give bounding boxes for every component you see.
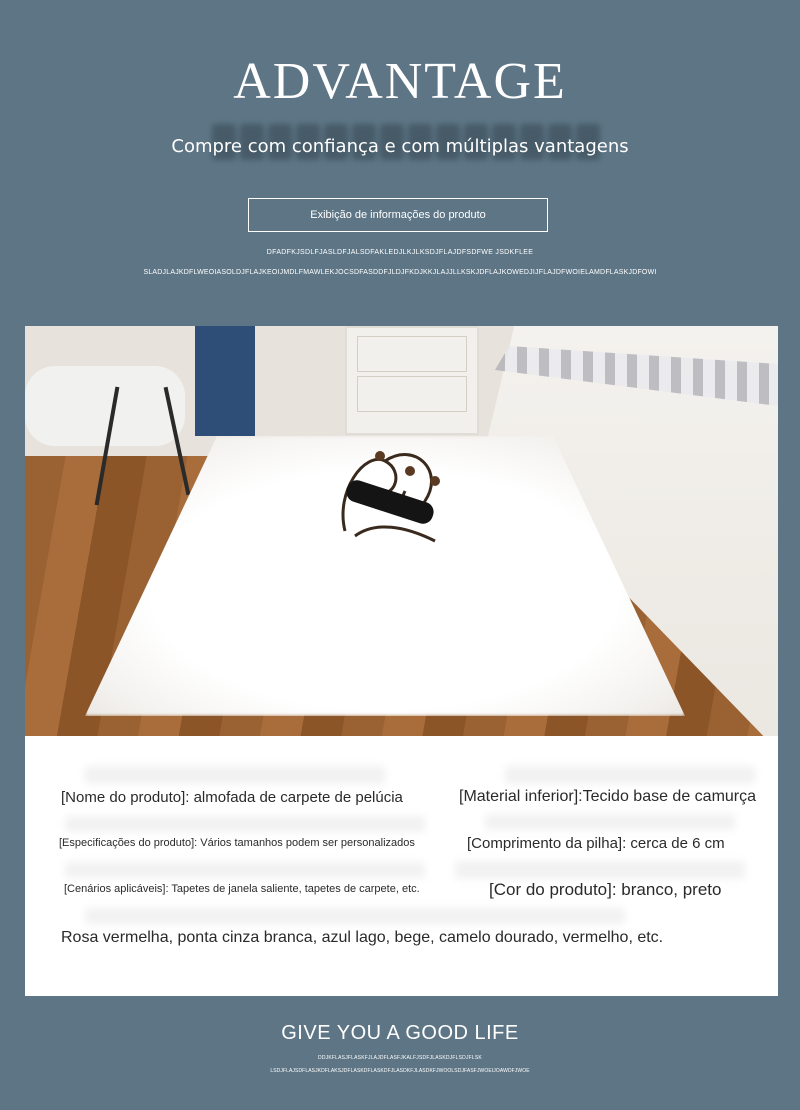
- product-specs-panel: [25, 736, 778, 996]
- page-subtitle: Compre com confiança e com múltiplas vantagens: [171, 136, 629, 157]
- ghost-text-decoration: [65, 816, 425, 832]
- spec-product-name: [Nome do produto]: almofada de carpete de pelúcia: [61, 789, 403, 806]
- footer-title: GIVE YOU A GOOD LIFE: [281, 1022, 519, 1044]
- photo-curtain: [195, 326, 255, 436]
- ghost-text-decoration: [85, 766, 385, 784]
- product-photo: [25, 326, 778, 736]
- header-code-line-1: DFADFKJSDLFJASLDFJALSDFAKLEDJLKJLKSDJFLAJDFSDFWE JSDKFLEE: [266, 249, 534, 256]
- wine-holder-icon: [325, 431, 455, 551]
- photo-nightstand: [345, 326, 479, 435]
- spec-color: [Cor do produto]: branco, preto: [489, 880, 722, 899]
- ghost-text-decoration: [65, 862, 425, 878]
- photo-chair-seat: [25, 366, 185, 446]
- product-info-button[interactable]: Exibição de informações do produto: [248, 198, 548, 232]
- header-code-line-2: SLADJLAJKDFLWEOIASOLDJFLAJKEOIJMDLFMAWLEKJOCSDFASDDFJLDJFKDJKKJLAJJLLKSKJDFLAJKOWEDJIJFLAJDFWOIELAMDFLASKJDFOWI: [143, 269, 657, 276]
- footer-code-line-1: DDJKFLASJFLASKFJLAJDFLASFJKALFJSDFJLASKDJFLSDJFLSK: [318, 1055, 482, 1061]
- page-title: ADVANTAGE: [233, 53, 567, 110]
- ghost-text-decoration: [505, 766, 755, 784]
- spec-specifications: [Especificações do produto]: Vários tamanhos podem ser personalizados: [59, 837, 415, 849]
- spec-colors-more: Rosa vermelha, ponta cinza branca, azul lago, bege, camelo dourado, vermelho, etc.: [61, 929, 664, 946]
- ghost-text-decoration: [485, 814, 735, 830]
- spec-scenarios: [Cenários aplicáveis]: Tapetes de janela saliente, tapetes de carpete, etc.: [64, 883, 420, 895]
- ghost-text-decoration: [85, 908, 625, 924]
- spec-pile-length: [Comprimento da pilha]: cerca de 6 cm: [467, 835, 725, 852]
- footer-code-line-2: LSDJFLAJSDFLASJKDFLAKSJDFLASKDFLASKDFJLASDKFJLASDKFJWOOLSDJFASFJWOEIJOAWDFJWOE: [270, 1068, 530, 1074]
- spec-bottom-material: [Material inferior]:Tecido base de camurça: [459, 788, 757, 805]
- ghost-text-decoration: [455, 861, 745, 879]
